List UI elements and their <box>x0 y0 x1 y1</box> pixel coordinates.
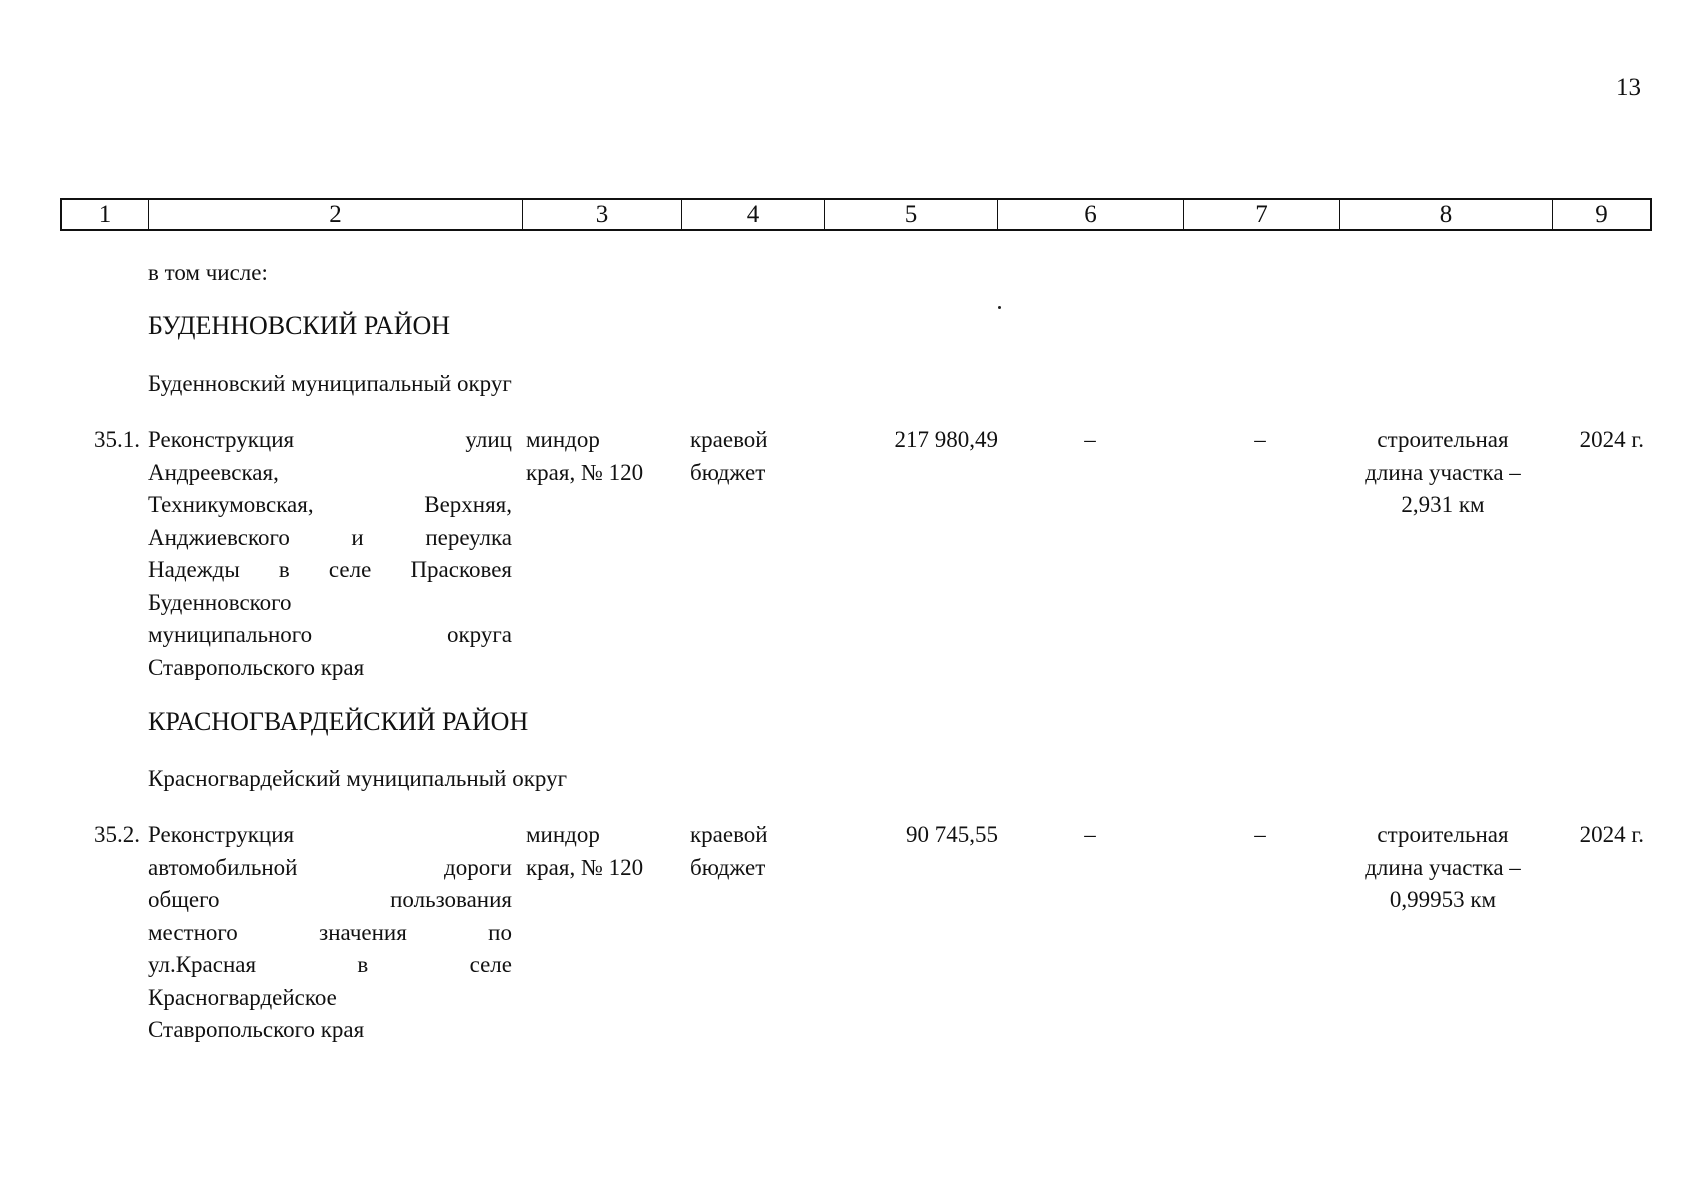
row-col6: – <box>1084 427 1096 452</box>
table-header-row <box>60 198 1652 231</box>
header-cell-1: 1 <box>62 200 149 229</box>
row-year: 2024 г. <box>1579 427 1644 452</box>
stray-dot <box>998 306 1001 309</box>
capacity-line: строительная <box>1377 822 1509 847</box>
header-cell-6: 6 <box>998 200 1184 229</box>
row-funding-source <box>690 819 788 884</box>
capacity-line: длина участка – <box>1365 854 1521 880</box>
row-year: 2024 г. <box>1579 822 1644 847</box>
org-line: края, № 120 <box>526 854 644 880</box>
capacity-line: 2,931 км <box>1401 492 1485 517</box>
source-line: краевой <box>690 427 768 452</box>
capacity-line: длина участка – <box>1365 459 1521 485</box>
row-number: 35.1. <box>94 427 140 452</box>
row-name <box>148 424 512 684</box>
row-amount: 217 980,49 <box>894 427 998 452</box>
capacity-line: 0,99953 км <box>1389 887 1497 912</box>
name-line: Реконструкция улиц <box>148 427 512 452</box>
name-line: Реконструкция <box>148 822 295 847</box>
name-line: Надежды в селе Прасковея <box>148 557 512 582</box>
source-line: бюджет <box>690 854 766 880</box>
region-heading: БУДЕННОВСКИЙ РАЙОН <box>148 311 451 340</box>
name-line: общего пользования <box>148 887 512 912</box>
source-line: бюджет <box>690 459 766 485</box>
header-cell-3: 3 <box>523 200 682 229</box>
name-line: муниципального округа <box>148 622 512 647</box>
name-line: Техникумовская, Верхняя, <box>148 492 512 517</box>
header-cell-4: 4 <box>682 200 825 229</box>
header-cell-2: 2 <box>149 200 523 229</box>
row-col6: – <box>1084 822 1096 847</box>
name-line: ул.Красная в селе <box>148 952 512 977</box>
org-line: миндор <box>526 822 600 847</box>
name-line: Анджиевского и переулка <box>148 524 512 550</box>
header-cell-8: 8 <box>1340 200 1553 229</box>
name-line: Буденновского <box>148 589 292 615</box>
name-line: Красногвардейское <box>148 984 337 1010</box>
source-line: краевой <box>690 822 768 847</box>
name-line: автомобильной дороги <box>148 854 512 880</box>
name-line: местного значения по <box>148 919 512 945</box>
row-capacity <box>1336 424 1550 522</box>
row-organization <box>526 424 674 489</box>
region-heading: КРАСНОГВАРДЕЙСКИЙ РАЙОН <box>148 707 529 736</box>
district-heading: Буденновский муниципальный округ <box>148 371 512 396</box>
row-number: 35.2. <box>94 822 140 847</box>
row-col7: – <box>1254 822 1266 847</box>
name-line: Ставропольского края <box>148 1017 365 1042</box>
header-cell-9: 9 <box>1595 201 1608 228</box>
header-cell-7: 7 <box>1184 200 1340 229</box>
row-capacity <box>1336 819 1550 917</box>
row-col7: – <box>1254 427 1266 452</box>
district-heading: Красногвардейский муниципальный округ <box>148 766 568 791</box>
row-funding-source <box>690 424 788 489</box>
intro-text: в том числе: <box>148 260 268 285</box>
org-line: миндор <box>526 427 600 452</box>
name-line: Ставропольского края <box>148 654 365 680</box>
org-line: края, № 120 <box>526 459 644 485</box>
row-name <box>148 819 512 1047</box>
header-cell-5: 5 <box>825 200 998 229</box>
page-number: 13 <box>1616 74 1641 101</box>
capacity-line: строительная <box>1377 427 1509 452</box>
name-line: Андреевская, <box>148 459 279 485</box>
row-amount: 90 745,55 <box>906 822 998 847</box>
row-organization <box>526 819 674 884</box>
